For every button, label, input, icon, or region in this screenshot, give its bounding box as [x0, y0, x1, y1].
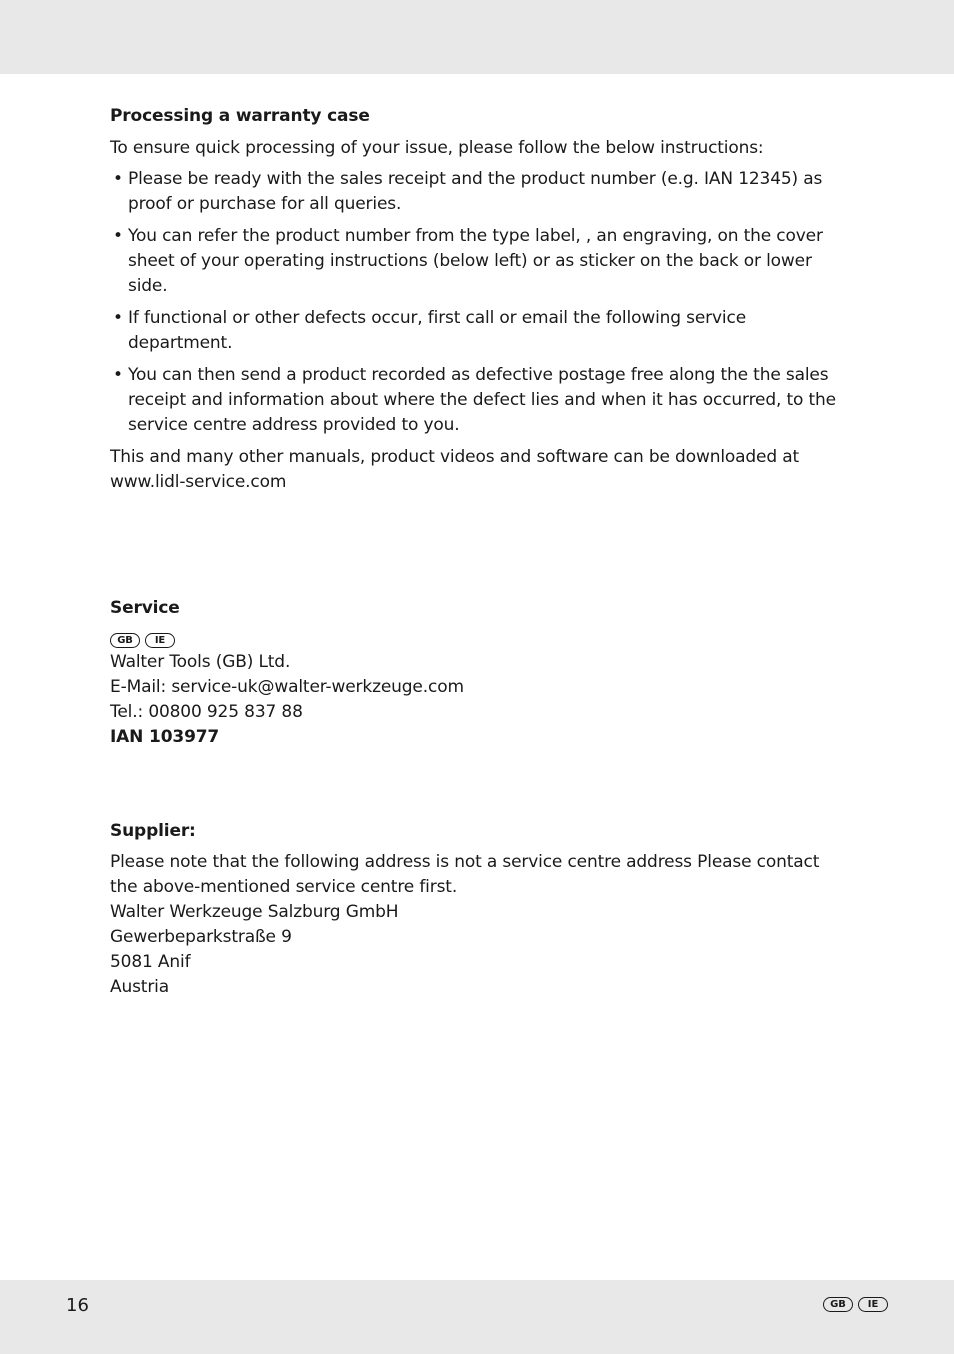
list-item: • You can refer the product number from the type label, , an engraving, on the cover sheet of your operating instructions (below left) or as sticker on the back or lower side. [110, 224, 845, 299]
supplier-note: Please note that the following address is not a service centre address Please contact the above-mentioned service centre first. [110, 852, 820, 897]
supplier-address-line: Austria [110, 977, 170, 997]
page-number: 16 [66, 1295, 89, 1316]
country-badge-gb: GB [110, 633, 140, 648]
service-phone: Tel.: 00800 925 837 88 [110, 702, 303, 722]
header-band [0, 0, 954, 74]
list-item: • You can then send a product recorded as defective postage free along the the sales receipt and information about where the defect lies and when it has occurred, to the service centre address provided to you. [110, 363, 845, 438]
country-badges [110, 630, 845, 650]
service-email: E-Mail: service-uk@walter-werkzeuge.com [110, 677, 464, 697]
country-badge-ie: IE [145, 633, 175, 648]
service-contact [110, 650, 845, 750]
footer-band [0, 1280, 954, 1354]
service-section [110, 596, 845, 750]
supplier-address-line: 5081 Anif [110, 952, 191, 972]
supplier-section [110, 819, 845, 1000]
download-note: This and many other manuals, product videos and software can be downloaded at www.lidl-service.com [110, 447, 800, 492]
supplier-address-line: Gewerbeparkstraße 9 [110, 927, 292, 947]
footer-badge-gb: GB [823, 1297, 853, 1312]
footer-country-badges [823, 1297, 888, 1312]
footer-badge-ie: IE [858, 1297, 888, 1312]
page-content [110, 104, 845, 1000]
list-item: • Please be ready with the sales receipt and the product number (e.g. IAN 12345) as proof or purchase for all queries. [110, 167, 845, 217]
ian-number: IAN 103977 [110, 727, 220, 747]
supplier-heading: Supplier: [110, 821, 196, 841]
warranty-intro: To ensure quick processing of your issue, please follow the below instructions: [110, 138, 764, 158]
service-heading: Service [110, 598, 180, 618]
warranty-heading: Processing a warranty case [110, 106, 370, 126]
warranty-instructions-list [110, 167, 845, 438]
warranty-section [110, 104, 845, 495]
list-item: • If functional or other defects occur, first call or email the following service department. [110, 306, 845, 356]
supplier-address-line: Walter Werkzeuge Salzburg GmbH [110, 902, 399, 922]
service-company: Walter Tools (GB) Ltd. [110, 652, 291, 672]
